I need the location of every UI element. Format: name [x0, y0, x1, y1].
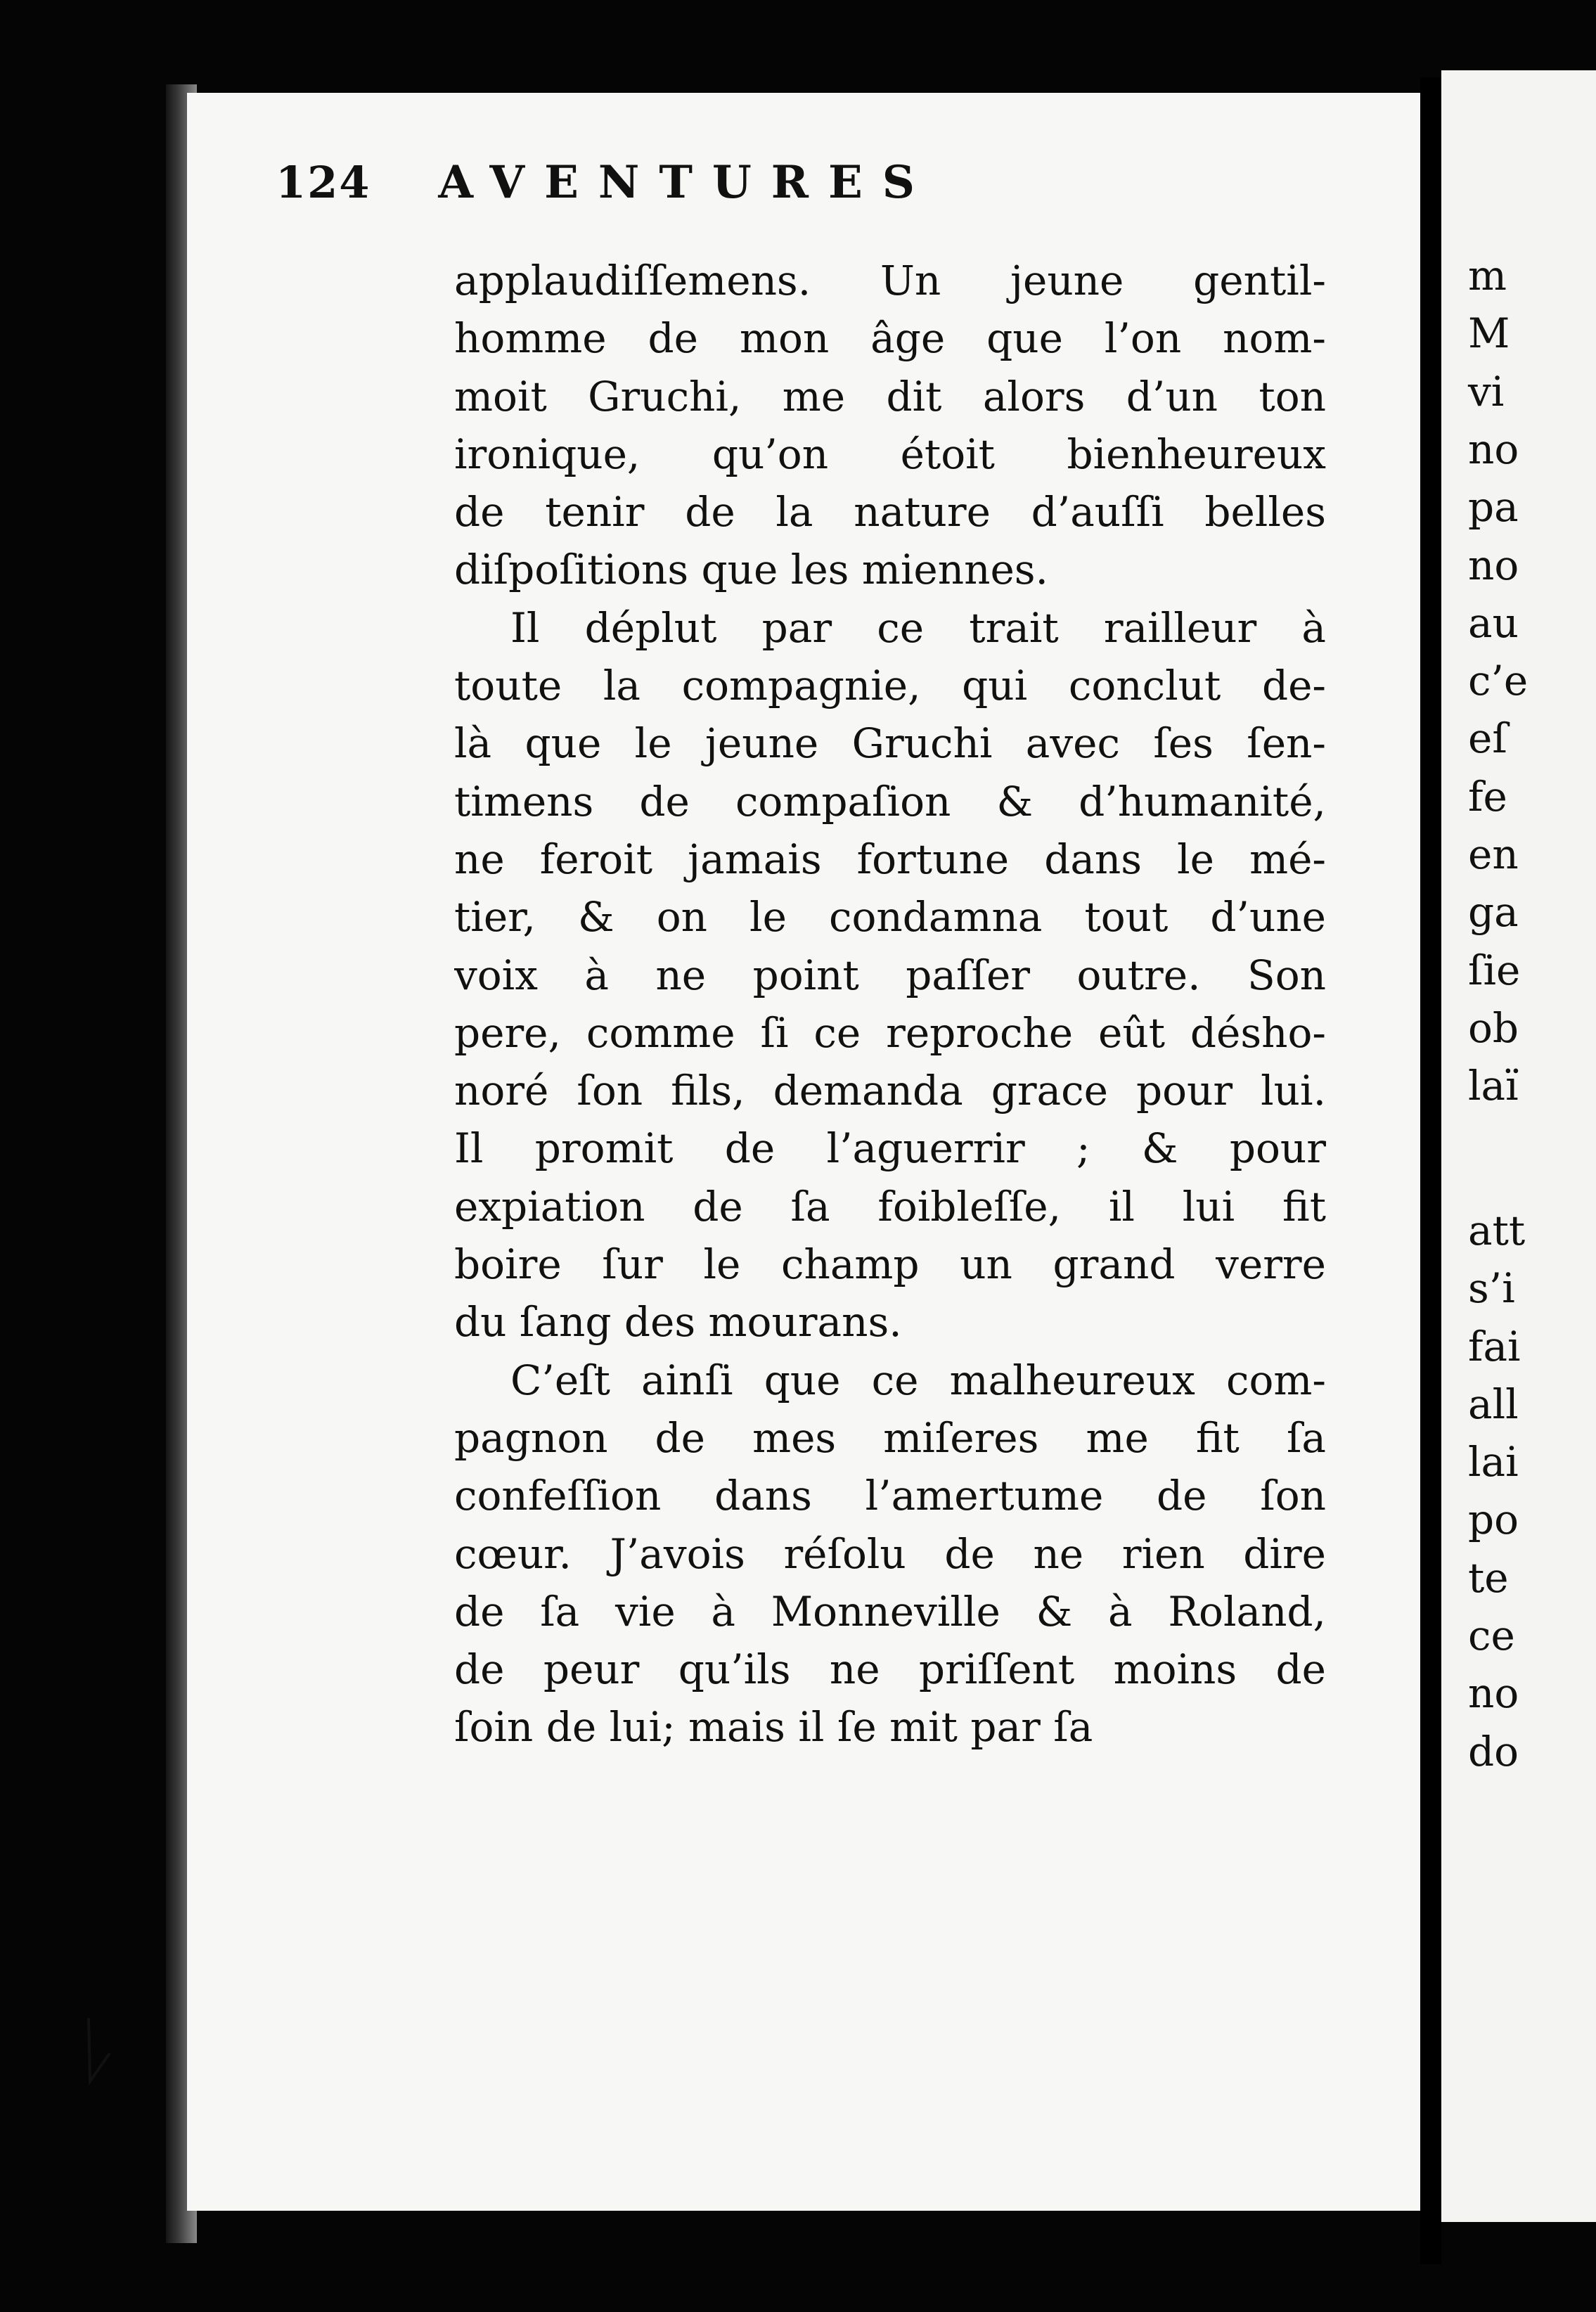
text-line: de tenir de la nature d’auſſi belles	[454, 488, 1326, 537]
right-page-line-fragment: laï	[1468, 1062, 1519, 1110]
right-page-line-fragment: no	[1468, 1669, 1519, 1718]
text-line: boire ſur le champ un grand verre	[454, 1240, 1326, 1289]
paragraph	[454, 599, 1326, 1351]
paragraph-container	[454, 252, 1326, 1757]
margin-pencil-mark	[83, 2011, 118, 2088]
text-line: confeſſion dans l’amertume de ſon	[454, 1472, 1326, 1520]
right-page-line-fragment: eſ	[1468, 714, 1507, 763]
text-line: cœur. J’avois réſolu de ne rien dire	[454, 1529, 1326, 1578]
right-page-line-fragment: en	[1468, 830, 1519, 878]
right-page-line-fragment: te	[1468, 1553, 1509, 1602]
right-page-line-fragment: po	[1468, 1496, 1519, 1544]
text-line: expiation de ſa foibleſſe, il lui fit	[454, 1182, 1326, 1231]
right-page-line-fragment: au	[1468, 598, 1519, 647]
text-line: pagnon de mes miſeres me fit ſa	[454, 1413, 1326, 1462]
text-line: C’eſt ainſi que ce malheureux com-	[510, 1356, 1326, 1404]
text-line: pere, comme ſi ce reproche eût désho-	[454, 1008, 1326, 1057]
right-page-fragment	[1441, 70, 1596, 2222]
right-page-line-fragment: ſie	[1468, 946, 1521, 994]
right-page-line-fragment: c’e	[1468, 657, 1529, 705]
paragraph	[454, 252, 1326, 599]
right-page-line-fragment: fai	[1468, 1322, 1521, 1370]
right-page-line-fragment: do	[1468, 1727, 1519, 1775]
text-line: tier, & on le condamna tout d’une	[454, 893, 1326, 942]
book-gutter	[1420, 77, 1441, 2264]
right-page-line-fragment: all	[1468, 1380, 1519, 1428]
right-page-line-fragment: fe	[1468, 772, 1507, 821]
body-text	[454, 252, 1326, 1757]
right-page-line-fragment: ga	[1468, 888, 1519, 937]
text-line: de peur qu’ils ne priſſent moins de	[454, 1645, 1326, 1694]
text-line: moit Gruchi, me dit alors d’un ton	[454, 372, 1326, 420]
text-line: voix à ne point paſſer outre. Son	[454, 951, 1326, 999]
text-line: ironique, qu’on étoit bienheureux	[454, 430, 1326, 478]
text-line: Il promit de l’aguerrir ; & pour	[454, 1124, 1326, 1173]
text-line: noré ſon fils, demanda grace pour lui.	[454, 1067, 1326, 1115]
right-page-line-fragment: no	[1468, 541, 1519, 589]
text-line: ne feroit jamais fortune dans le mé-	[454, 835, 1326, 883]
text-line: toute la compagnie, qui conclut de-	[454, 662, 1326, 710]
text-line: diſpoſitions que les miennes.	[454, 546, 1048, 594]
text-line: là que le jeune Gruchi avec ſes ſen-	[454, 719, 1326, 768]
right-page-line-fragment: M	[1468, 309, 1510, 358]
text-line: timens de compaſion & d’humanité,	[454, 777, 1326, 826]
right-page-line-fragment: lai	[1468, 1438, 1519, 1486]
right-page-line-fragment: pa	[1468, 483, 1519, 532]
text-line: de ſa vie à Monneville & à Roland,	[454, 1587, 1326, 1636]
running-title: AVENTURES	[438, 156, 934, 209]
text-line: applaudiſſemens. Un jeune gentil-	[454, 257, 1326, 304]
right-page-line-fragment: att	[1468, 1206, 1526, 1254]
page-header	[276, 156, 934, 212]
right-page-line-fragment: no	[1468, 425, 1519, 473]
right-page-line-fragment: ce	[1468, 1612, 1515, 1660]
text-line: homme de mon âge que l’on nom-	[454, 314, 1326, 363]
page-number: 124	[276, 157, 371, 208]
text-line: ſoin de lui; mais il ſe mit par ſa	[454, 1703, 1093, 1752]
right-page-line-fragment: s’i	[1468, 1264, 1515, 1313]
right-page-line-fragment: m	[1468, 252, 1507, 300]
paragraph	[454, 1351, 1326, 1757]
right-page-line-fragment: vi	[1468, 367, 1505, 416]
text-line: Il déplut par ce trait railleur à	[510, 603, 1326, 652]
right-page-line-fragment: ob	[1468, 1003, 1519, 1052]
text-line: du ſang des mourans.	[454, 1298, 902, 1347]
